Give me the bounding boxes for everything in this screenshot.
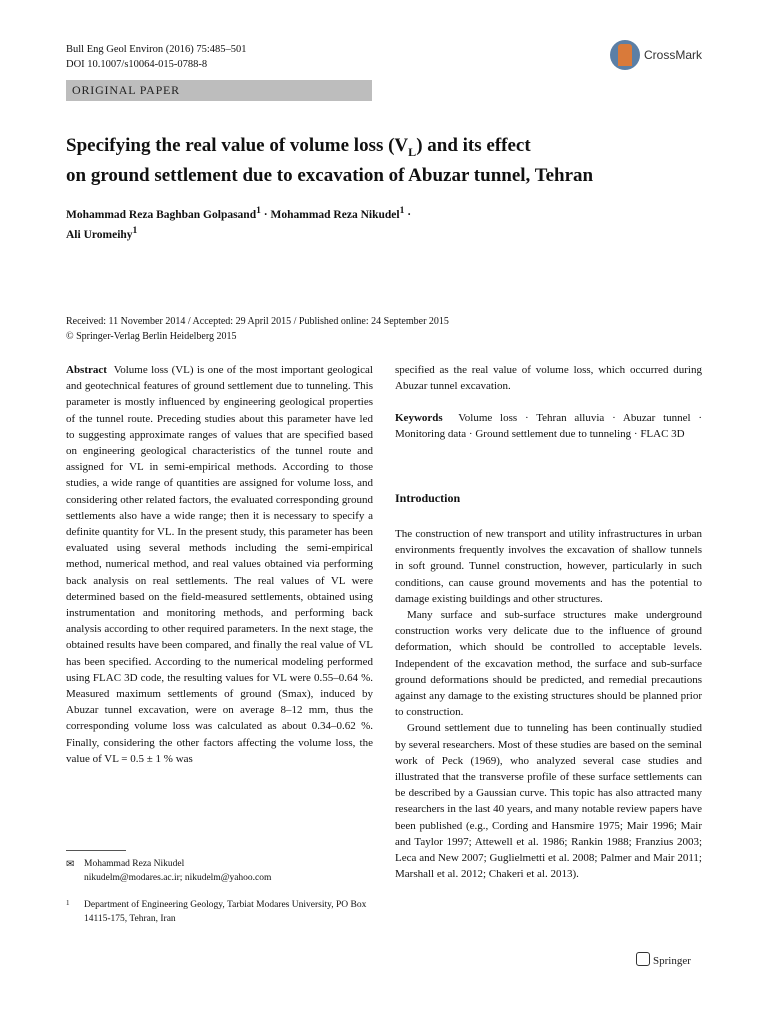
- intro-paragraph-3: Ground settlement due to tunneling has been continually studied by several researchers. Most of these studies are based on the seminal work of Peck (1969), who analyzed several case studies and illustrated that the transverse profile of these surface settlements can be described by a Gaussian curve. This topic has also attracted many researchers in the last 40 years, and many notable review papers have been published (e.g., Cording and Hansmire 1975; Mair 1996; Mair and Taylor 1997; Attewell et al. 1986; Rankin 1988; Franzius 2003; Leca and New 2007; Guglielmetti et al. 2008; Palmer and Mair 2011; Marshall et al. 2012; Chakeri et al. 2013).: [395, 722, 702, 881]
- title-line1: Specifying the real value of volume loss (V: [66, 135, 409, 156]
- author-2-sup: 1: [399, 205, 405, 216]
- author-sep: ·: [260, 208, 271, 221]
- paper-title: [66, 134, 706, 187]
- title-line1-end: ) and its effect: [416, 135, 531, 156]
- intro-paragraph-2: Many surface and sub-surface structures make underground construction works very delicate due to the influence of ground deformation, which should be controlled to acceptable levels. Independent of the excavation method, the surface and sub-surface ground deformations should be predicted, and remedial precautions against any damage to the existing structures should be planned prior to construction.: [395, 609, 702, 719]
- author-sep: ·: [404, 208, 412, 221]
- abstract-label: Abstract: [66, 364, 107, 376]
- abstract-column: [66, 362, 373, 767]
- keywords-block: [395, 410, 702, 442]
- right-column: [395, 362, 702, 394]
- author-1[interactable]: Mohammad Reza Baghban Golpasand: [66, 208, 257, 221]
- springer-horse-icon: [636, 952, 650, 966]
- section-label: ORIGINAL PAPER: [72, 83, 180, 97]
- introduction-heading: Introduction: [395, 491, 461, 505]
- crossmark-label: CrossMark: [644, 48, 703, 62]
- article-dates: [66, 314, 706, 344]
- introduction-body: [395, 526, 702, 882]
- corresponding-author: [84, 858, 374, 885]
- history-dates: Received: 11 November 2014 / Accepted: 29 April 2015 / Published online: 24 September 2015: [66, 316, 449, 327]
- journal-header: [66, 42, 247, 72]
- section-banner: [66, 80, 372, 101]
- corr-email[interactable]: nikudelm@modares.ac.ir; nikudelm@yahoo.com: [84, 872, 272, 883]
- intro-paragraph-1: The construction of new transport and utility infrastructures in urban environments frequently involves the excavation of shallow tunnels in soft ground. Tunnel construction, however, particularly in such conditions, can cause ground movements and has the potential to damage existing buildings and other structures.: [395, 528, 702, 605]
- keywords-text: Volume loss · Tehran alluvia · Abuzar tunnel · Monitoring data · Ground settlement due to tunneling · FLAC 3D: [395, 412, 703, 441]
- corr-name: Mohammad Reza Nikudel: [84, 859, 185, 869]
- envelope-icon: ✉: [66, 859, 75, 870]
- publisher-logo: [636, 952, 691, 967]
- doi-link[interactable]: DOI 10.1007/s10064-015-0788-8: [66, 59, 208, 70]
- keywords-label: Keywords: [395, 412, 443, 424]
- affiliation-number: 1: [66, 899, 70, 907]
- abstract-continuation: specified as the real value of volume loss, which occurred during Abuzar tunnel excavation.: [395, 364, 702, 393]
- abstract-text: Volume loss (VL) is one of the most important geological and geotechnical features of ground settlement due to tunneling. This parameter is mostly influenced by engineering geological properties of the tunnel route. Preceding studies about this parameter have led to suggesting approximate ranges of values that are specified based on engineering geological characteristics of the tunnel route and assigned for VL in semi-empirical methods. According to those studies, a wide range of quantities are assigned for volume loss, and considering other related factors, the evaluated corresponding ground settlements also have a wide range; then it is necessary to specify a definite quantity for VL. In the present study, this parameter has been evaluated using several methods including the semi-empirical method, numerical method, and real values obtained via performing back analysis on real settlements. The real values of VL were determined based on the field-measured settlements, obtained using instrumentation and monitoring methods, and performing back analysis according to other required parameters. In the next stage, the obtained results have been compared, and finally the real value of VL has been specified. According to the numerical modeling performed using FLAC 3D code, the resulting values for VL were 0.55–0.64 %. Measured maximum settlements of ground (Smax), induced by Abuzar tunnel excavation, were on average 8–12 mm, thus the corresponding volume loss was calculated as about 0.34–0.62 %. Finally, considering the other factors affecting the volume loss, the value of VL = 0.5 ± 1 % was: [66, 364, 373, 765]
- crossmark-icon: [610, 40, 640, 70]
- author-3[interactable]: Ali Uromeihy: [66, 228, 133, 241]
- affiliation: Department of Engineering Geology, Tarbiat Modares University, PO Box 14115-175, Tehran, Iran: [84, 900, 367, 924]
- author-1-sup: 1: [256, 205, 261, 216]
- crossmark-badge[interactable]: [610, 40, 720, 74]
- publisher-name: Springer: [653, 955, 691, 967]
- author-3-sup: 1: [132, 224, 138, 236]
- author-2[interactable]: Mohammad Reza Nikudel: [270, 208, 400, 221]
- title-sub: L: [408, 144, 417, 159]
- journal-citation: Bull Eng Geol Environ (2016) 75:485–501: [66, 44, 247, 55]
- copyright: © Springer-Verlag Berlin Heidelberg 2015: [66, 331, 237, 342]
- title-line2: on ground settlement due to excavation of Abuzar tunnel, Tehran: [66, 164, 594, 186]
- footnote-divider: [66, 850, 126, 851]
- author-list: [66, 203, 706, 243]
